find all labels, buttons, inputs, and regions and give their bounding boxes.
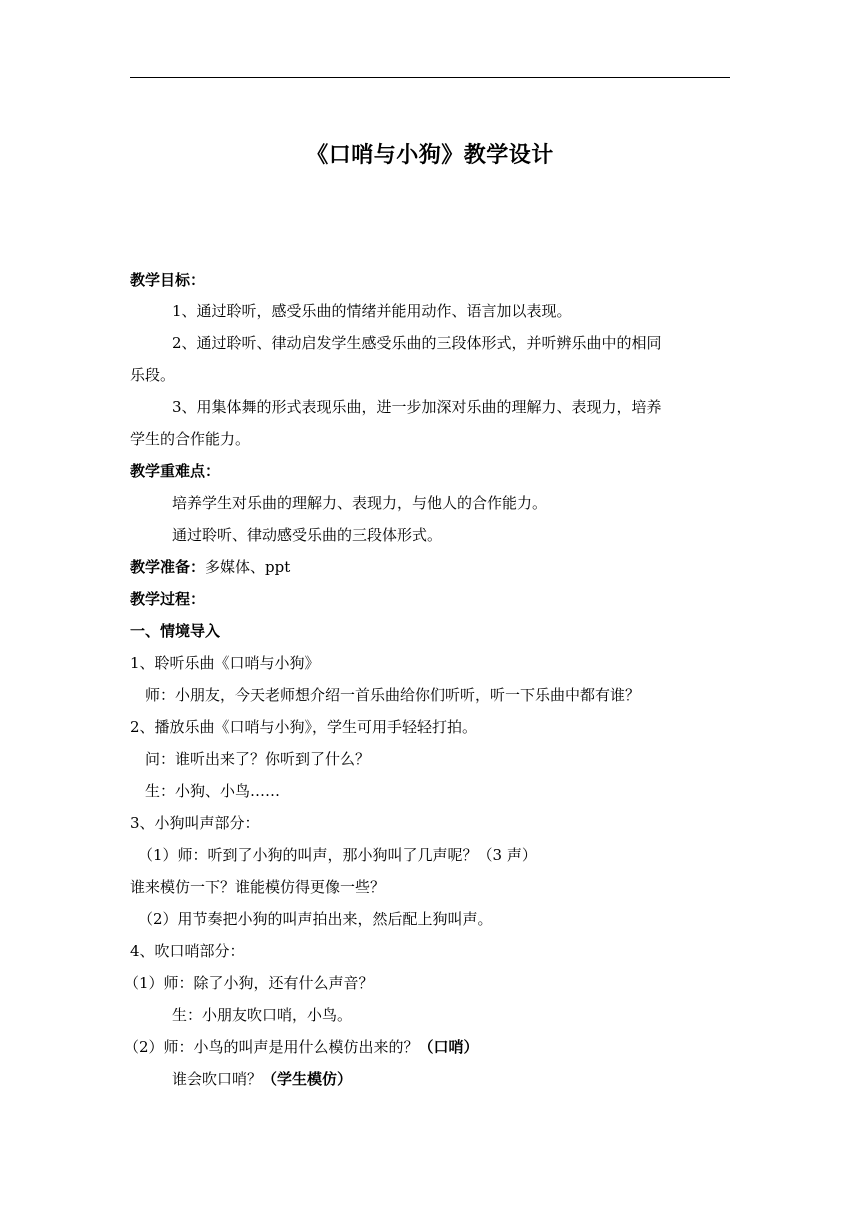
step-3-1: （1）师：听到了小狗的叫声，那小狗叫了几声呢？（3 声）: [138, 846, 537, 864]
prep-heading: 教学准备：: [130, 558, 206, 576]
step-2: 2、播放乐曲《口哨与小狗》，学生可用手轻轻打拍。: [130, 718, 478, 736]
goals-heading: 教学目标：: [130, 271, 206, 289]
step-4-2: （2）师：小鸟的叫声是用什么模仿出来的？: [124, 1038, 419, 1056]
step-2-question: 问：谁听出来了？你听到了什么？: [145, 750, 371, 768]
step-2-answer: 生：小狗、小鸟……: [145, 782, 281, 800]
step-3: 3、小狗叫声部分：: [130, 814, 260, 832]
prep-line: [130, 557, 730, 577]
goal-3-continued: 学生的合作能力。: [130, 430, 251, 448]
step-4-2-line: [124, 1037, 724, 1057]
step-3-2: （2）用节奏把小狗的叫声拍出来，然后配上狗叫声。: [138, 910, 493, 928]
step-4-3: 谁会吹口哨？: [172, 1070, 263, 1088]
step-1: 1、聆听乐曲《口哨与小狗》: [130, 654, 320, 672]
step-4-3-note: （学生模仿）: [262, 1070, 353, 1088]
goal-1: 1、通过聆听，感受乐曲的情绪并能用动作、语言加以表现。: [172, 302, 572, 320]
step-1-teacher: 师：小朋友，今天老师想介绍一首乐曲给你们听听，听一下乐曲中都有谁？: [145, 686, 641, 704]
keypoints-heading: 教学重难点：: [130, 462, 221, 480]
step-4-3-line: [172, 1069, 772, 1089]
goal-2-continued: 乐段。: [130, 366, 176, 384]
section-1-heading: 一、情境导入: [130, 622, 221, 640]
step-4-1-answer: 生：小朋友吹口哨，小鸟。: [172, 1006, 353, 1024]
step-4-2-answer: （口哨）: [418, 1038, 479, 1056]
step-3-1-continued: 谁来模仿一下？谁能模仿得更像一些？: [130, 878, 386, 896]
step-4: 4、吹口哨部分：: [130, 942, 245, 960]
step-4-1: （1）师：除了小狗，还有什么声音？: [124, 974, 374, 992]
keypoint-2: 通过聆听、律动感受乐曲的三段体形式。: [172, 526, 443, 544]
keypoint-1: 培养学生对乐曲的理解力、表现力，与他人的合作能力。: [172, 494, 548, 512]
process-heading: 教学过程：: [130, 590, 206, 608]
document-title: 《口哨与小狗》教学设计: [306, 142, 554, 168]
prep-text: 多媒体、ppt: [205, 558, 291, 576]
header-rule: [130, 77, 730, 78]
goal-2: 2、通过聆听、律动启发学生感受乐曲的三段体形式，并听辨乐曲中的相同: [172, 334, 662, 352]
goal-3: 3、用集体舞的形式表现乐曲，进一步加深对乐曲的理解力、表现力，培养: [172, 398, 662, 416]
